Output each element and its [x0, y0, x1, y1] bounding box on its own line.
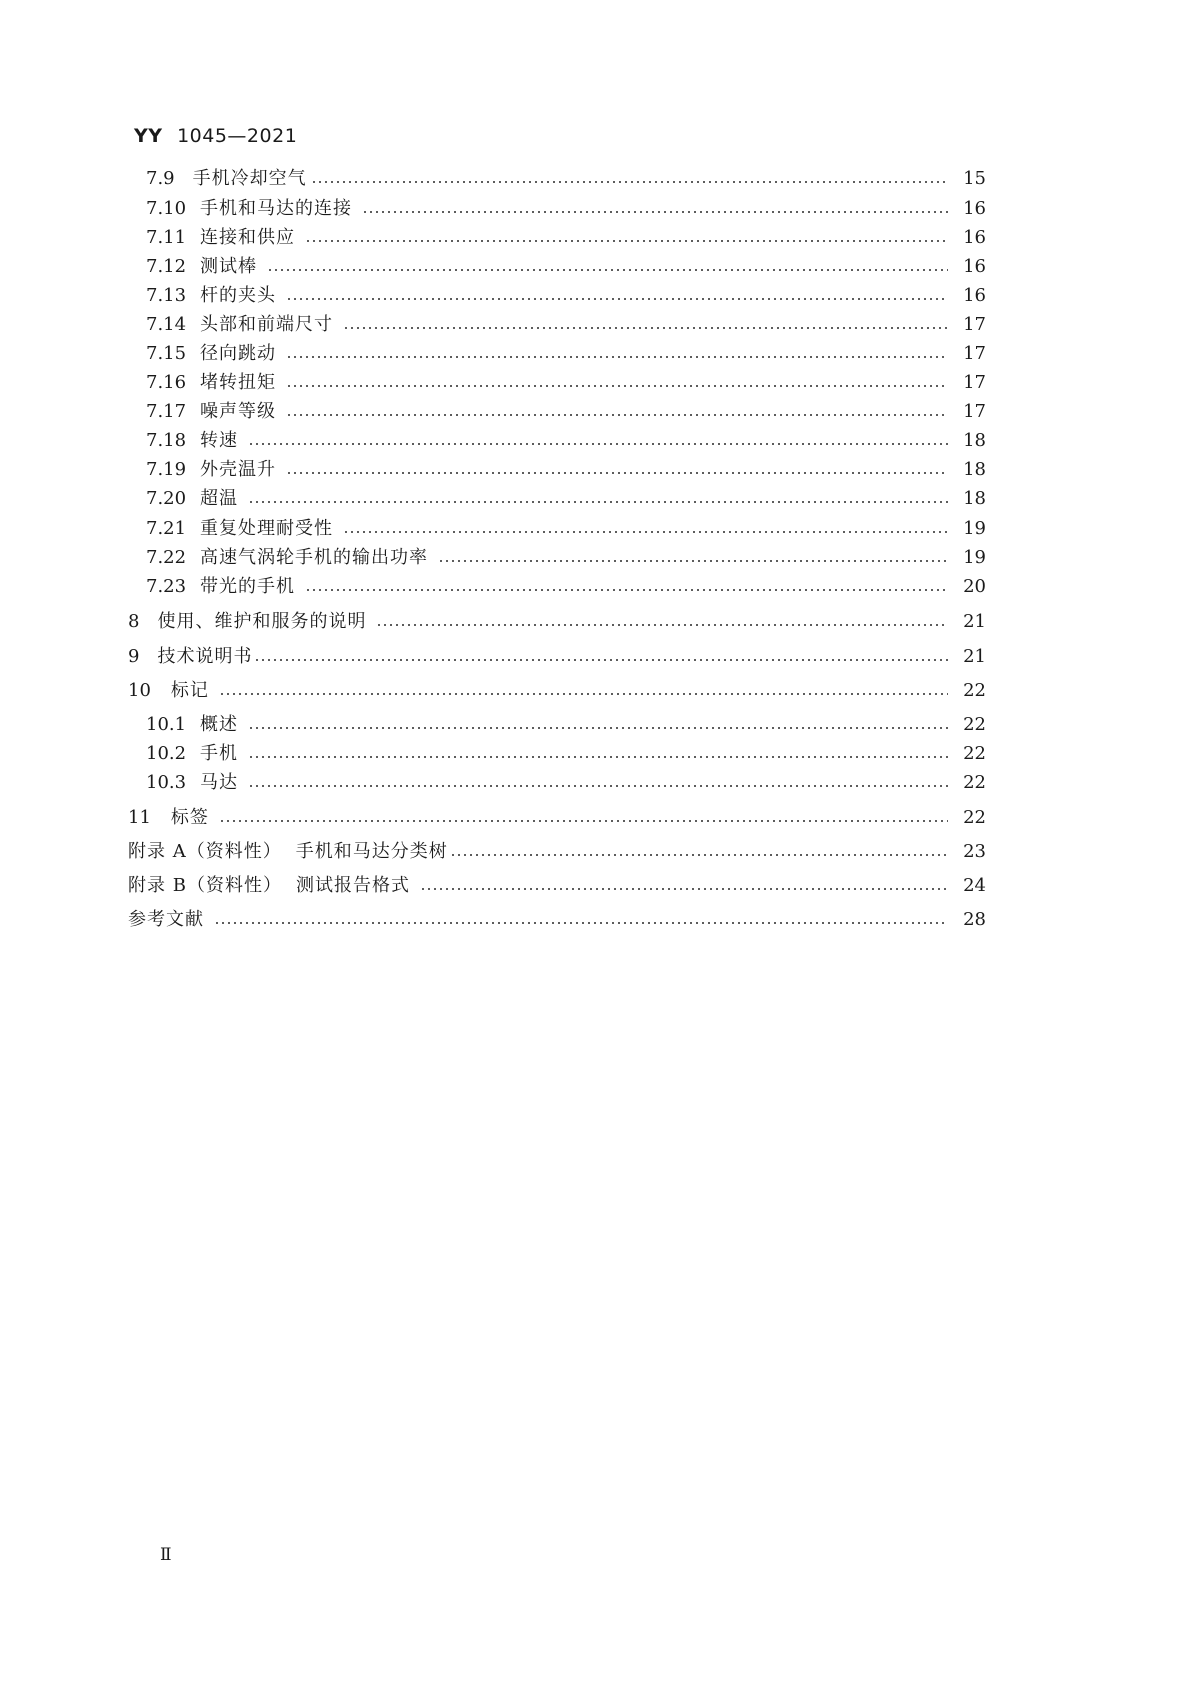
toc-entry-title: 使用、维护和服务的说明 [157, 611, 367, 632]
toc-entry-number: 7.16 [146, 372, 187, 393]
toc-entry-number: 10.2 [146, 743, 187, 764]
toc-entry-page: 23 [963, 841, 986, 862]
toc-entry[interactable] [146, 399, 986, 425]
toc-entry-title: 技术说明书 [157, 646, 253, 667]
toc-entry-title: 参考文献 [128, 909, 204, 930]
toc-entry-page: 16 [963, 285, 986, 306]
toc-entry-page: 22 [963, 714, 986, 735]
toc-entry-page: 20 [963, 576, 986, 597]
toc-leader-dots [343, 530, 948, 534]
toc-entry-number: 7.15 [146, 343, 187, 364]
toc-entry-title: 手机冷却空气 [192, 168, 307, 189]
toc-entry-title: 带光的手机 [200, 576, 295, 597]
toc-entry-title: 马达 [200, 772, 238, 793]
toc-entry[interactable] [146, 457, 986, 483]
toc-entry-title: 测试报告格式 [295, 875, 410, 896]
toc-leader-dots [248, 755, 948, 759]
toc-entry-number: 10.3 [146, 772, 187, 793]
toc-entry-page: 16 [963, 256, 986, 277]
toc-entry-number: 10 [128, 680, 151, 701]
toc-entry[interactable] [146, 486, 986, 512]
toc-entry-page: 22 [963, 772, 986, 793]
toc-entry-title: 噪声等级 [200, 401, 276, 422]
toc-entry[interactable] [146, 741, 986, 767]
toc-entry-number: 附录 A（资料性） [128, 841, 282, 862]
toc-entry-bibliography[interactable] [128, 907, 986, 933]
toc-entry-page: 22 [963, 680, 986, 701]
toc-leader-dots [286, 355, 948, 359]
toc-entry-appendix-a[interactable] [128, 839, 986, 865]
toc-entry-number: 7.9 [146, 168, 175, 189]
toc-leader-dots [286, 413, 948, 417]
toc-entry-page: 22 [963, 807, 986, 828]
toc-entry-page: 21 [963, 611, 986, 632]
toc-entry-page: 21 [963, 646, 986, 667]
toc-entry[interactable] [146, 770, 986, 796]
toc-leader-dots [248, 784, 948, 788]
toc-leader-dots [286, 471, 948, 475]
toc-entry-number: 7.20 [146, 488, 187, 509]
toc-entry[interactable] [146, 225, 986, 251]
toc-entry-title: 头部和前端尺寸 [200, 314, 333, 335]
toc-entry[interactable] [146, 712, 986, 738]
toc-entry-page: 19 [963, 547, 986, 568]
toc-entry-number: 8 [128, 611, 140, 632]
toc-leader-dots [420, 887, 948, 891]
toc-entry-title: 重复处理耐受性 [200, 518, 333, 539]
toc-entry-page: 22 [963, 743, 986, 764]
toc-entry-title: 堵转扭矩 [200, 372, 276, 393]
toc-entry-title: 手机 [200, 743, 238, 764]
toc-leader-dots [248, 726, 948, 730]
toc-entry[interactable] [128, 609, 986, 635]
toc-leader-dots [362, 210, 948, 214]
toc-entry-page: 16 [963, 227, 986, 248]
toc-entry-title: 外壳温升 [200, 459, 276, 480]
toc-entry-number: 9 [128, 646, 140, 667]
toc-entry-title: 手机和马达分类树 [295, 841, 448, 862]
standard-code: YY [134, 125, 163, 147]
toc-entry-number: 11 [128, 807, 151, 828]
toc-entry-page: 17 [963, 401, 986, 422]
toc-entry[interactable] [146, 166, 986, 192]
toc-leader-dots [305, 588, 948, 592]
toc-leader-dots [438, 559, 948, 563]
toc-entry-number: 7.23 [146, 576, 187, 597]
toc-leader-dots [286, 297, 948, 301]
toc-entry[interactable] [146, 545, 986, 571]
toc-entry[interactable] [146, 428, 986, 454]
toc-entry-number: 7.12 [146, 256, 187, 277]
toc-entry-page: 28 [963, 909, 986, 930]
toc-entry-number: 7.14 [146, 314, 187, 335]
toc-entry-page: 16 [963, 198, 986, 219]
toc-leader-dots [248, 500, 948, 504]
toc-entry[interactable] [146, 370, 986, 396]
toc-leader-dots [376, 623, 948, 627]
toc-entry-page: 17 [963, 314, 986, 335]
toc-entry[interactable] [128, 805, 986, 831]
toc-entry-title: 径向跳动 [200, 343, 276, 364]
page-number: Ⅱ [160, 1545, 172, 1565]
toc-entry-title: 转速 [200, 430, 238, 451]
toc-entry-number: 7.17 [146, 401, 187, 422]
toc-entry-number: 7.18 [146, 430, 187, 451]
toc-entry-page: 18 [963, 459, 986, 480]
toc-leader-dots [254, 658, 948, 662]
toc-entry-appendix-b[interactable] [128, 873, 986, 899]
toc-entry-number: 附录 B（资料性） [128, 875, 282, 896]
toc-entry-number: 7.13 [146, 285, 187, 306]
toc-leader-dots [305, 239, 948, 243]
toc-entry-page: 18 [963, 488, 986, 509]
toc-entry-page: 17 [963, 343, 986, 364]
toc-entry-page: 18 [963, 430, 986, 451]
toc-entry-title: 标记 [170, 680, 209, 701]
toc-entry[interactable] [146, 312, 986, 338]
toc-entry-title: 测试棒 [200, 256, 257, 277]
toc-entry-title: 高速气涡轮手机的输出功率 [200, 547, 428, 568]
standard-number: 1045—2021 [177, 125, 298, 147]
toc-entry-page: 19 [963, 518, 986, 539]
toc-leader-dots [219, 819, 948, 823]
toc-leader-dots [219, 692, 948, 696]
toc-leader-dots [343, 326, 948, 330]
toc-entry[interactable] [146, 516, 986, 542]
toc-entry[interactable] [128, 678, 986, 704]
toc-entry-number: 7.11 [146, 227, 187, 248]
toc-entry-title: 手机和马达的连接 [200, 198, 352, 219]
toc-entry[interactable] [128, 644, 986, 670]
toc-entry-number: 7.22 [146, 547, 187, 568]
toc-entry-number: 7.21 [146, 518, 187, 539]
toc-entry-page: 24 [963, 875, 986, 896]
toc-entry[interactable] [146, 196, 986, 222]
toc-entry-number: 7.19 [146, 459, 187, 480]
toc-entry-title: 杆的夹头 [200, 285, 276, 306]
toc-leader-dots [311, 180, 948, 184]
toc-entry-title: 概述 [200, 714, 238, 735]
toc-leader-dots [267, 268, 948, 272]
toc-entry-number: 7.10 [146, 198, 187, 219]
toc-entry[interactable] [146, 283, 986, 309]
toc-leader-dots [286, 384, 948, 388]
toc-entry[interactable] [146, 254, 986, 280]
toc-entry-title: 连接和供应 [200, 227, 295, 248]
toc-entry-number: 10.1 [146, 714, 187, 735]
toc-leader-dots [214, 921, 948, 925]
toc-leader-dots [450, 853, 948, 857]
toc-leader-dots [248, 442, 948, 446]
toc-entry[interactable] [146, 341, 986, 367]
toc-entry-page: 15 [963, 168, 986, 189]
toc-entry-title: 超温 [200, 488, 238, 509]
toc-entry-title: 标签 [170, 807, 209, 828]
toc-entry[interactable] [146, 574, 986, 600]
toc-entry-page: 17 [963, 372, 986, 393]
